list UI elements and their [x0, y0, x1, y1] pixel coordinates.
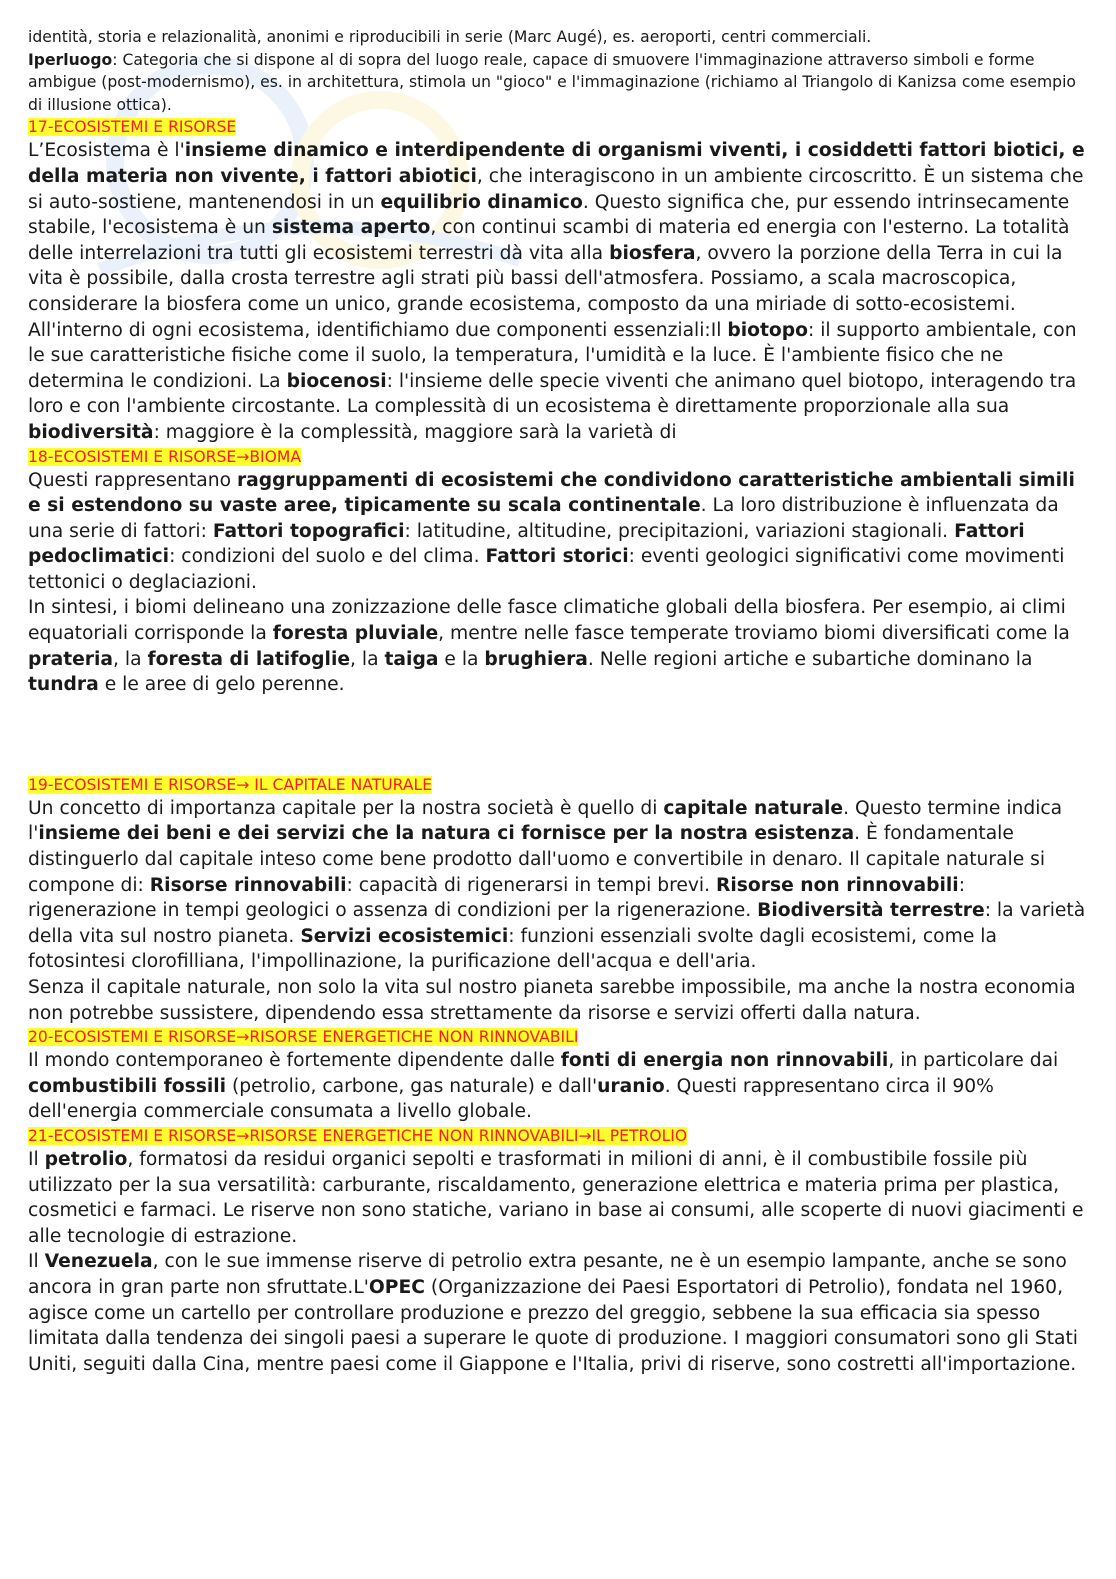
document-content [28, 26, 1090, 1377]
intro-paragraph: identità, storia e relazionalità, anonimi e riproducibili in serie (Marc Augé), es. aeroporti, centri commerciali. Iperluogo: Categoria che si dispone al di sopra del luogo reale, capace di smuovere l'immaginazione attraverso simboli e forme ambigue (post-modernismo), es. in architettura, stimola un "gioco" e l'immaginazione (richiamo al Triangolo di Kanizsa come esempio di illusione ottica). [28, 28, 1076, 114]
section-18-paragraph-1: Questi rappresentano raggruppamenti di ecosistemi che condividono caratteristiche ambientali simili e si estendono su vaste aree, tipicamente su scala continentale. La loro distribuzione è influenzata da una serie di fattori: Fattori topografici: latitudine, altitudine, precipitazioni, variazioni stagionali. Fattori pedoclimatici: condizioni del suolo e del clima. Fattori storici: eventi geologici significativi come movimenti tettonici o deglaciazioni. [28, 469, 1075, 593]
section-19-paragraph-2: Senza il capitale naturale, non solo la vita sul nostro pianeta sarebbe impossibile, ma anche la nostra economia non potrebbe sussistere, dipendendo essa strettamente da risorse e servizi offerti dalla natura. [28, 977, 1076, 1024]
section-heading-20: 20-ECOSISTEMI E RISORSE→RISORSE ENERGETICHE NON RINNOVABILI [28, 1028, 579, 1047]
section-heading-17: 17-ECOSISTEMI E RISORSE [28, 118, 237, 137]
section-18-paragraph-2: In sintesi, i biomi delineano una zonizzazione delle fasce climatiche globali della biosfera. Per esempio, ai climi equatoriali corrisponde la foresta pluviale, mentre nelle fasce temperate troviamo biomi diversificati come la prateria, la foresta di latifoglie, la taiga e la brughiera. Nelle regioni artiche e subartiche dominano la tundra e le aree di gelo perenne. [28, 597, 1070, 696]
section-21-paragraph-2: Il Venezuela, con le sue immense riserve di petrolio extra pesante, ne è un esempio lampante, anche se sono ancora in gran parte non sfruttate.L'OPEC (Organizzazione dei Paesi Esportatori di Petrolio), fondata nel 1960, agisce come un cartello per controllare produzione e prezzo del greggio, sebbene la sua efficacia sia spesso limitata dalla tendenza dei singoli paesi a superare le quote di produzione. I maggiori consumatori sono gli Stati Uniti, seguiti dalla Cina, mentre paesi come il Giappone e l'Italia, privi di riserve, sono costretti all'importazione. [28, 1251, 1079, 1375]
section-heading-18: 18-ECOSISTEMI E RISORSE→BIOMA [28, 447, 302, 466]
section-heading-21: 21-ECOSISTEMI E RISORSE→RISORSE ENERGETICHE NON RINNOVABILI→IL PETROLIO [28, 1126, 688, 1145]
section-20-paragraph: Il mondo contemporaneo è fortemente dipendente dalle fonti di energia non rinnovabili, in particolare dai combustibili fossili (petrolio, carbone, gas naturale) e dall'uranio. Questi rappresentano circa il 90% dell'energia commerciale consumata a livello globale. [28, 1050, 1059, 1123]
section-17-paragraph: L’Ecosistema è l'insieme dinamico e interdipendente di organismi viventi, i cosiddetti fattori biotici, e della materia non vivente, i fattori abiotici, che interagiscono in un ambiente circoscritto. È un sistema che si auto-sostiene, mantenendosi in un equilibrio dinamico. Questo significa che, pur essendo intrinsecamente stabile, l'ecosistema è un sistema aperto, con continui scambi di materia ed energia con l'esterno. La totalità delle interrelazioni tra tutti gli ecosistemi terrestri dà vita alla biosfera, ovvero la porzione della Terra in cui la vita è possibile, dalla crosta terrestre agli strati più bassi dell'atmosfera. Possiamo, a scala macroscopica, considerare la biosfera come un unico, grande ecosistema, composto da una miriade di sotto-ecosistemi. All'interno di ogni ecosistema, identifichiamo due componenti essenziali:Il biotopo: il supporto ambientale, con le sue caratteristiche fisiche come il suolo, la temperatura, l'umidità e la luce. È l'ambiente fisico che ne determina le condizioni. La biocenosi: l'insieme delle specie viventi che animano quel biotopo, interagendo tra loro e con l'ambiente circostante. La complessità di un ecosistema è direttamente proporzionale alla sua biodiversità: maggiore è la complessità, maggiore sarà la varietà di [28, 140, 1085, 443]
section-21-paragraph-1: Il petrolio, formatosi da residui organici sepolti e trasformati in milioni di anni, è il combustibile fossile più utilizzato per la sua versatilità: carburante, riscaldamento, generazione elettrica e materia prima per plastica, cosmetici e farmaci. Le riserve non sono statiche, variano in base ai consumi, alle scoperte di nuovi giacimenti e alle tecnologie di estrazione. [28, 1148, 1084, 1247]
section-spacer [28, 698, 1090, 774]
section-19-paragraph-1: Un concetto di importanza capitale per la nostra società è quello di capitale naturale. Questo termine indica l'insieme dei beni e dei servizi che la natura ci fornisce per la nostra esistenza. È fondamentale distinguerlo dal capitale inteso come bene prodotto dall'uomo e convertibile in denaro. Il capitale naturale si compone di: Risorse rinnovabili: capacità di rigenerarsi in tempi brevi. Risorse non rinnovabili: rigenerazione in tempi geologici o assenza di condizioni per la rigenerazione. Biodiversità terrestre: la varietà della vita sul nostro pianeta. Servizi ecosistemici: funzioni essenziali svolte dagli ecosistemi, come la fotosintesi clorofilliana, l'impollinazione, la purificazione dell'acqua e dell'aria. [28, 797, 1086, 973]
section-heading-19: 19-ECOSISTEMI E RISORSE→ IL CAPITALE NATURALE [28, 775, 433, 794]
term-iperluogo: Iperluogo [28, 50, 113, 69]
